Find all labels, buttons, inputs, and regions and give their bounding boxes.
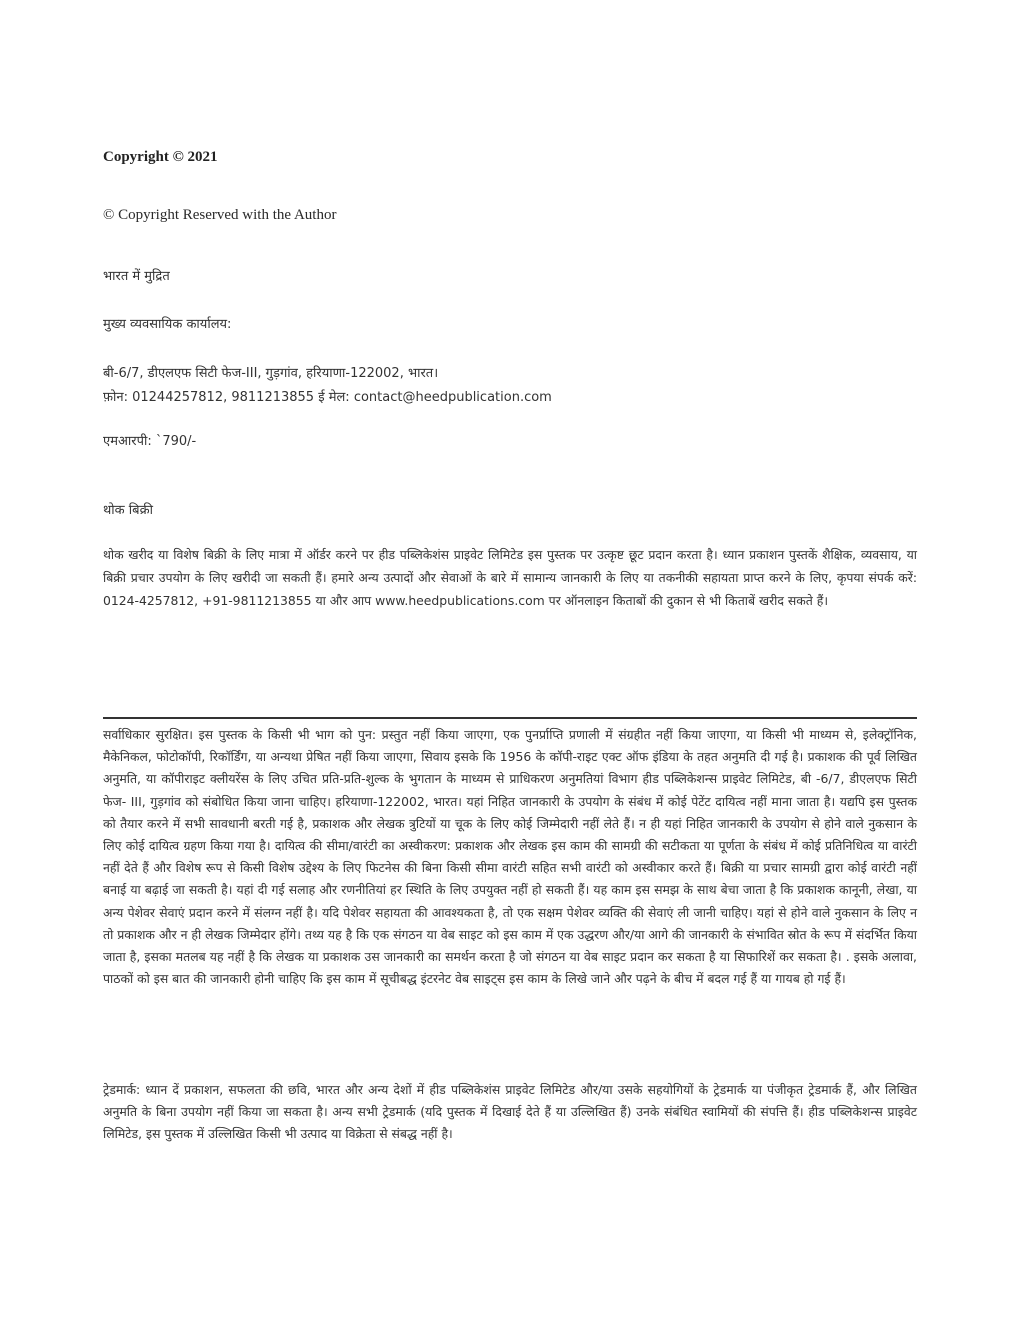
trademark-paragraph: ट्रेडमार्क: ध्यान दें प्रकाशन, सफलता की छवि, भारत और अन्य देशों में हीड पब्लिकेशंस प्राइवेट लिमिटेड और/या उसके सहयोगियों के ट्रेडमार्क या पंजीकृत ट्रेडमार्क हैं, और लिखित अनुमति के बिना उपयोग नहीं किया जा सकता है। अन्य सभी ट्रेडमार्क (यदि पुस्तक में दिखाई देते हैं या उल्लिखित हैं) उनके संबंधित स्वामियों की संपत्ति हैं। हीड पब्लिकेशन्स प्राइवेट लिमिटेड, इस पुस्तक में उल्लिखित किसी भी उत्पाद या विक्रेता से संबद्ध नहीं है। <box>103 1082 917 1142</box>
address-block <box>103 362 552 410</box>
bulk-sales-paragraph: थोक खरीद या विशेष बिक्री के लिए मात्रा में ऑर्डर करने पर हीड पब्लिकेशंस प्राइवेट लिमिटेड इस पुस्तक पर उत्कृष्ट छूट प्रदान करता है। ध्यान प्रकाशन पुस्तकें शैक्षिक, व्यवसाय, या बिक्री प्रचार उपयोग के लिए खरीदी जा सकती हैं। हमारे अन्य उत्पादों और सेवाओं के बारे में सामान्य जानकारी के लिए या तकनीकी सहायता प्राप्त करने के लिए, कृपया संपर्क करें: 0124-4257812, +91-9811213855 या और आप www.heedpublications.com पर ऑनलाइन किताबों की दुकान से भी किताबें खरीद सकते हैं। <box>103 547 917 608</box>
rights-paragraph: सर्वाधिकार सुरक्षित। इस पुस्तक के किसी भी भाग को पुन: प्रस्तुत नहीं किया जाएगा, एक पुनर्प्राप्ति प्रणाली में संग्रहीत नहीं किया जाएगा, या किसी भी माध्यम से, इलेक्ट्रॉनिक, मैकेनिकल, फोटोकॉपी, रिकॉर्डिंग, या अन्यथा प्रेषित नहीं किया जाएगा, सिवाय इसके कि 1956 के कॉपी-राइट एक्ट ऑफ इंडिया के तहत अनुमति दी गई है। प्रकाशक की पूर्व लिखित अनुमति, या कॉपीराइट क्लीयरेंस के लिए उचित प्रति-प्रति-शुल्क के भुगतान के माध्यम से प्राधिकरण अनुमतियां विभाग हीड पब्लिकेशन्स प्राइवेट लिमिटेड, बी -6/7, डीएलएफ सिटी फेज- III, गुड़गांव को संबोधित किया जाना चाहिए। हरियाणा-122002, भारत। यहां निहित जानकारी के उपयोग के संबंध में कोई पेटेंट दायित्व नहीं माना जाता है। यद्यपि इस पुस्तक को तैयार करने में सभी सावधानी बरती गई है, प्रकाशक और लेखक त्रुटियों या चूक के लिए कोई जिम्मेदारी नहीं लेते हैं। न ही यहां निहित जानकारी के उपयोग से होने वाले नुकसान के लिए कोई दायित्व ग्रहण किया गया है। दायित्व की सीमा/वारंटी का अस्वीकरण: प्रकाशक और लेखक इस काम की सामग्री की सटीकता या पूर्णता के संबंध में कोई प्रतिनिधित्व या वारंटी नहीं देते हैं और विशेष रूप से किसी विशेष उद्देश्य के लिए फिटनेस की बिना किसी सीमा वारंटी सहित सभी वारंटी को अस्वीकार करते हैं। बिक्री या प्रचार सामग्री द्वारा कोई वारंटी नहीं बनाई या बढ़ाई जा सकती है। यहां दी गई सलाह और रणनीतियां हर स्थिति के लिए उपयुक्त नहीं हो सकती हैं। यह काम इस समझ के साथ बेचा जाता है कि प्रकाशक कानूनी, लेखा, या अन्य पेशेवर सेवाएं प्रदान करने में संलग्न नहीं है। यदि पेशेवर सहायता की आवश्यकता है, तो एक सक्षम पेशेवर व्यक्ति की सेवाएं ली जानी चाहिए। यहां से होने वाले नुकसान के लिए न तो प्रकाशक और न ही लेखक जिम्मेदार होंगे। तथ्य यह है कि एक संगठन या वेब साइट को इस काम में एक उद्धरण और/या आगे की जानकारी के संभावित स्रोत के रूप में संदर्भित किया जाता है, इसका मतलब यह नहीं है कि लेखक या प्रकाशक उस जानकारी का समर्थन करता है जो संगठन या वेब साइट प्रदान कर सकता है या सिफारिशें कर सकता है। . इसके अलावा, पाठकों को इस बात की जानकारी होनी चाहिए कि इस काम में सूचीबद्ध इंटरनेट वेब साइट्स इस काम के लिखे जाने और पढ़ने के बीच में बदल गई हैं या गायब हो गई हैं। <box>103 727 917 987</box>
divider-line <box>103 717 917 719</box>
office-label: मुख्य व्यवसायिक कार्यालय: <box>103 317 232 332</box>
contact-line: फ़ोन: 01244257812, 9811213855 ई मेल: contact@heedpublication.com <box>103 390 552 405</box>
reserved-line: © Copyright Reserved with the Author <box>103 207 337 223</box>
address-line: बी-6/7, डीएलएफ सिटी फेज-III, गुड़गांव, हरियाणा-122002, भारत। <box>103 366 439 381</box>
bulk-sales-heading: थोक बिक्री <box>103 503 153 518</box>
copyright-line: Copyright © 2021 <box>103 149 218 165</box>
printed-in-line: भारत में मुद्रित <box>103 269 170 284</box>
mrp-line: एमआरपी: `790/- <box>103 434 197 449</box>
